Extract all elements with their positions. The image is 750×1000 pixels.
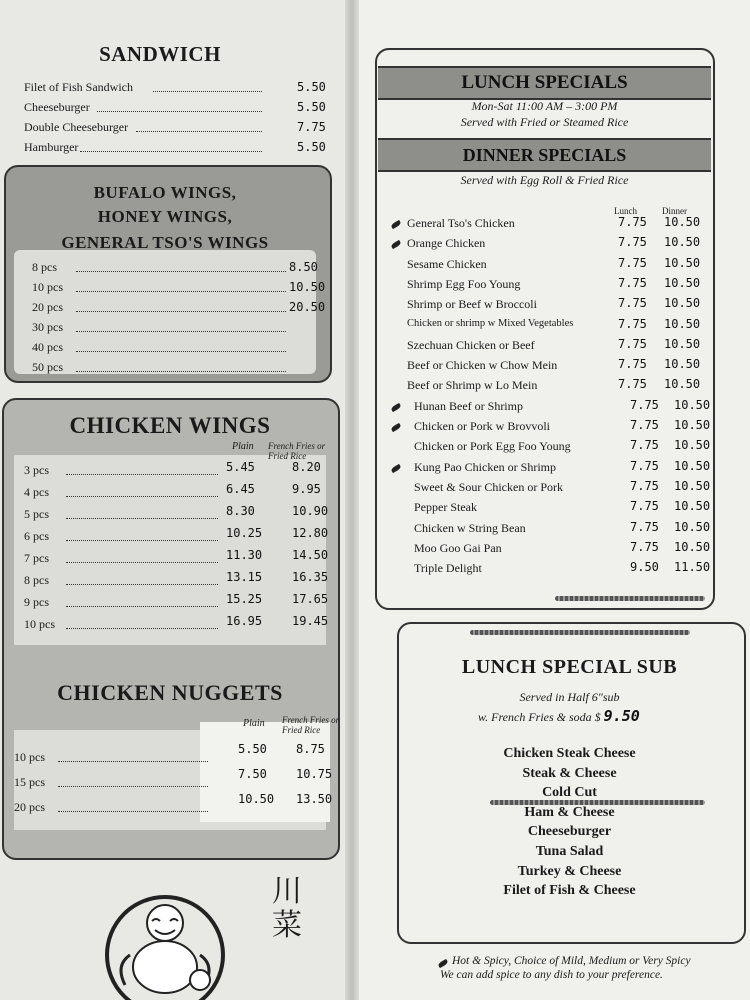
sandwich-item-price: 7.75 [297, 120, 326, 134]
scribble-mark-top [470, 630, 690, 635]
dish-dinner-price: 10.50 [664, 316, 701, 331]
col-lunch: Lunch [614, 206, 637, 216]
dish-name: Sesame Chicken [407, 256, 487, 271]
leader-dots [97, 111, 262, 112]
wings-row-ff: 8.20 [292, 460, 321, 474]
sub-item: Filet of Fish & Cheese [503, 883, 636, 899]
wings-row-ff: 9.95 [292, 482, 321, 496]
sub-title: LUNCH SPECIAL SUB [461, 656, 678, 678]
wings-title-3: GENERAL TSO'S WINGS [61, 233, 269, 252]
leader-dots [76, 311, 286, 312]
lunch-note: Served with Fried or Steamed Rice [460, 115, 629, 129]
dish-lunch-price: 7.75 [618, 215, 647, 229]
nuggets-row-ff: 13.50 [296, 792, 333, 806]
dish-name: Pepper Steak [414, 500, 477, 515]
leader-dots [66, 606, 218, 607]
dish-lunch-price: 9.50 [630, 560, 659, 575]
chicken-wings-title: CHICKEN WINGS [69, 413, 271, 438]
nuggets-row-plain: 7.50 [238, 767, 267, 781]
wings-item-price: 10.50 [289, 280, 326, 294]
dish-lunch-price: 7.75 [618, 336, 647, 351]
dish-dinner-price: 10.50 [664, 296, 701, 311]
dish-lunch-price: 7.75 [630, 438, 659, 453]
dish-name: Chicken w String Bean [414, 520, 526, 535]
buddha-logo [100, 885, 230, 1000]
leader-dots [66, 518, 218, 519]
lunch-specials-title: LUNCH SPECIALS [461, 72, 628, 93]
sub-item: Cold Cut [542, 785, 597, 801]
dish-lunch-price: 7.75 [618, 316, 647, 331]
dish-dinner-price: 10.50 [674, 499, 711, 514]
sub-item: Chicken Steak Cheese [503, 746, 636, 761]
dish-name: Szechuan Chicken or Beef [407, 337, 535, 352]
wings-row-name: 10 pcs [24, 617, 55, 631]
leader-dots [76, 351, 286, 352]
sandwich-item-price: 5.50 [297, 100, 326, 114]
wings-row-plain: 10.25 [226, 526, 263, 540]
dish-lunch-price: 7.75 [618, 377, 647, 392]
nuggets-col-plain: Plain [243, 718, 265, 729]
dinner-specials-title: DINNER SPECIALS [462, 145, 627, 165]
dish-dinner-price: 10.50 [674, 539, 711, 554]
sandwich-item-name: Hamburger [24, 140, 79, 154]
sub-line2-text: w. French Fries & soda $ [478, 710, 601, 724]
footer-line2: We can add spice to any dish to your preference. [440, 969, 663, 981]
footer-line1: Hot & Spicy, Choice of Mild, Medium or Very Spicy [452, 955, 691, 967]
dish-lunch-price: 7.75 [618, 357, 647, 372]
col-dinner: Dinner [662, 206, 687, 216]
dish-dinner-price: 10.50 [664, 275, 701, 290]
dish-name: Chicken or shrimp w Mixed Vegetables [407, 317, 574, 329]
leader-dots [58, 786, 208, 787]
sub-item: Tuna Salad [535, 844, 604, 859]
leader-dots [66, 628, 218, 629]
dish-dinner-price: 10.50 [664, 357, 701, 372]
wings-row-plain: 16.95 [226, 614, 263, 628]
wings-row-name: 5 pcs [24, 507, 49, 521]
wings-row-name: 4 pcs [24, 485, 49, 499]
dish-dinner-price: 10.50 [674, 519, 711, 534]
sub-item: Steak & Cheese [522, 765, 617, 781]
sandwich-item-price: 5.50 [297, 80, 326, 94]
leader-dots [76, 271, 286, 272]
wings-col-plain: Plain [232, 441, 254, 452]
dish-lunch-price: 7.75 [630, 539, 659, 554]
dish-name: Hunan Beef or Shrimp [414, 398, 523, 413]
dish-dinner-price: 10.50 [664, 255, 701, 270]
leader-dots [66, 540, 218, 541]
dinner-specials-band [378, 138, 711, 172]
wings-row-plain: 8.30 [226, 504, 255, 518]
dish-lunch-price: 7.75 [618, 235, 647, 250]
wings-row-plain: 6.45 [226, 482, 255, 496]
dish-dinner-price: 11.50 [674, 560, 711, 575]
dish-name: Kung Pao Chicken or Shrimp [414, 459, 556, 474]
nuggets-row-name: 10 pcs [14, 750, 45, 764]
dish-dinner-price: 10.50 [674, 438, 711, 453]
dish-name: Shrimp or Beef w Broccoli [407, 297, 537, 312]
nuggets-row-name: 20 pcs [14, 800, 45, 814]
leader-dots [58, 761, 208, 762]
wings-item-name: 30 pcs [32, 320, 63, 334]
dish-lunch-price: 7.75 [630, 499, 659, 514]
dinner-note: Served with Egg Roll & Fried Rice [460, 173, 629, 187]
wings-row-name: 3 pcs [24, 463, 49, 477]
sub-item: Turkey & Cheese [517, 863, 622, 879]
dish-name: Chicken or Pork Egg Foo Young [414, 439, 571, 454]
wings-col-ff: French Fries or Fried Rice [268, 441, 326, 461]
leader-dots [76, 291, 286, 292]
wings-item-price: 20.50 [289, 300, 326, 314]
wings-row-ff: 17.65 [292, 592, 329, 606]
dish-dinner-price: 10.50 [674, 418, 711, 432]
scribble-mark [555, 596, 705, 601]
leader-dots [66, 496, 218, 497]
dish-name: Triple Delight [414, 561, 482, 576]
leader-dots [80, 151, 262, 152]
nuggets-col-ff: French Fries or Fried Rice [282, 715, 340, 735]
dish-name: Beef or Chicken w Chow Mein [407, 358, 558, 373]
dish-dinner-price: 10.50 [664, 215, 701, 229]
wings-row-ff: 10.90 [292, 504, 329, 518]
dish-dinner-price: 10.50 [674, 397, 711, 412]
wings-item-name: 20 pcs [32, 300, 63, 314]
nuggets-title: CHICKEN NUGGETS [57, 680, 283, 705]
dish-lunch-price: 7.75 [630, 478, 659, 493]
nuggets-row-ff: 8.75 [296, 742, 325, 756]
dish-name: Shrimp Egg Foo Young [407, 276, 521, 291]
wings-row-ff: 14.50 [292, 548, 329, 562]
sub-line2 [478, 707, 640, 725]
leader-dots [66, 584, 218, 585]
dish-lunch-price: 7.75 [630, 418, 659, 432]
wings-row-ff: 16.35 [292, 570, 329, 584]
leader-dots [66, 562, 218, 563]
sub-item: Ham & Cheese [524, 804, 615, 820]
wings-title-2: HONEY WINGS, [97, 207, 233, 226]
wings-row-ff: 12.80 [292, 526, 329, 540]
dish-lunch-price: 7.75 [630, 458, 659, 473]
dish-name: Moo Goo Gai Pan [414, 540, 502, 555]
wings-item-name: 8 pcs [32, 260, 57, 274]
lunch-specials-band [378, 66, 711, 100]
wings-row-plain: 15.25 [226, 592, 263, 606]
sub-price: 9.50 [603, 707, 640, 725]
wings-row-name: 7 pcs [24, 551, 49, 565]
chicken-wings-inner [14, 455, 329, 645]
sub-item: Cheeseburger [527, 824, 612, 840]
dish-lunch-price: 7.75 [618, 296, 647, 311]
leader-dots [76, 371, 286, 372]
dish-lunch-price: 7.75 [618, 255, 647, 270]
wings-row-name: 8 pcs [24, 573, 49, 587]
dish-lunch-price: 7.75 [630, 519, 659, 534]
sandwich-item-name: Cheeseburger [24, 100, 90, 114]
leader-dots [136, 131, 262, 132]
nuggets-row-plain: 5.50 [238, 742, 267, 756]
wings-row-plain: 5.45 [226, 460, 255, 474]
dish-name: Chicken or Pork w Brovvoli [414, 419, 550, 433]
dish-lunch-price: 7.75 [630, 397, 659, 412]
sandwich-item-name: Double Cheeseburger [24, 120, 129, 134]
dish-dinner-price: 10.50 [674, 478, 711, 493]
nuggets-row-plain: 10.50 [238, 792, 275, 806]
leader-dots [153, 91, 262, 92]
dish-dinner-price: 10.50 [674, 458, 711, 473]
lunch-hours: Mon-Sat 11:00 AM – 3:00 PM [471, 99, 618, 113]
dish-lunch-price: 7.75 [618, 275, 647, 290]
sub-line1: Served in Half 6"sub [519, 690, 620, 704]
dish-name: General Tso's Chicken [407, 216, 515, 230]
wings-row-name: 6 pcs [24, 529, 49, 543]
dish-name: Orange Chicken [407, 236, 486, 251]
wings-item-name: 10 pcs [32, 280, 63, 294]
dish-name: Beef or Shrimp w Lo Mein [407, 378, 538, 393]
wings-item-name: 40 pcs [32, 340, 63, 354]
menu-fold [345, 0, 359, 1000]
nuggets-row-ff: 10.75 [296, 767, 333, 781]
wings-title-1: BUFALO WINGS, [93, 183, 237, 202]
sandwich-item-name: Filet of Fish Sandwich [24, 80, 134, 94]
sandwich-title: SANDWICH [99, 42, 221, 66]
nuggets-row-name: 15 pcs [14, 775, 45, 789]
leader-dots [76, 331, 286, 332]
dish-name: Sweet & Sour Chicken or Pork [414, 479, 563, 494]
sandwich-item-price: 5.50 [297, 140, 326, 154]
dish-dinner-price: 10.50 [664, 336, 701, 351]
wings-item-price: 8.50 [289, 260, 318, 274]
wings-row-ff: 19.45 [292, 614, 329, 628]
wings-row-plain: 13.15 [226, 570, 263, 584]
leader-dots [58, 811, 208, 812]
wings-row-plain: 11.30 [226, 548, 263, 562]
chinese-characters: 川菜 [272, 874, 302, 943]
dish-dinner-price: 10.50 [664, 377, 701, 392]
wings-row-name: 9 pcs [24, 595, 49, 609]
dish-dinner-price: 10.50 [664, 235, 701, 250]
leader-dots [66, 474, 218, 475]
wings-item-name: 50 pcs [32, 360, 63, 374]
